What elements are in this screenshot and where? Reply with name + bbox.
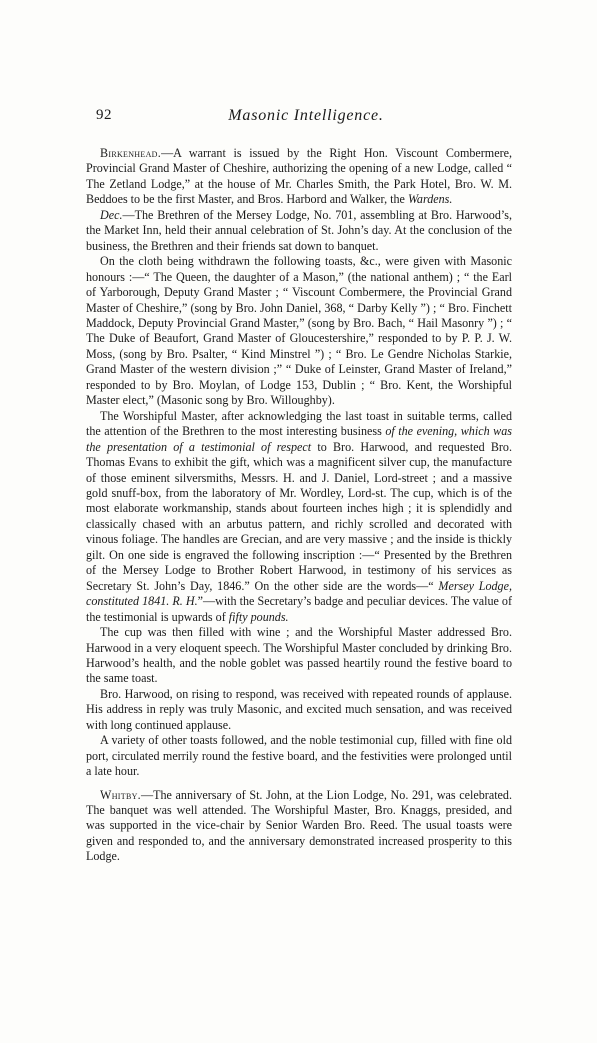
date-label: Dec. xyxy=(100,207,123,222)
testimonial-paragraph: The Worshipful Master, after acknowledging the last toast in suitable terms, called the attention of the Brethren to the most interesting business of the evening, which was the presentation of a testimonial of respect to Bro. Harwood, and requested Bro. Thomas Evans to exhibit the gift, which was a magnificent silver cup, the manufacture of those eminent silversmiths, Messrs. H. and J. Daniel, Lord-street ; and a massive gold snuff-box, from the laboratory of Mr. Wordley, Lord-st. The cup, which is of the most elaborate workmanship, stands about fourteen inches high ; it is splendidly and classically chased with an arbutus pattern, and richly scrolled and decorated with vinous foliage. The handles are Grecian, and are very massive ; and the inside is thickly gilt. On one side is engraved the following inscription :—“ Presented by the Brethren of the Mersey Lodge to Brother Robert Harwood, in testimony of his services as Secretary St. John’s Day, 1846.” On the other side are the words—“ Mersey Lodge, constituted 1841. R. H.”—with the Secretary’s badge and peculiar devices. The value of the testimonial is upwards of fifty pounds. xyxy=(86,408,512,624)
toasts-paragraph: On the cloth being withdrawn the following toasts, &c., were given with Masonic honours :—“ The Queen, the daughter of a Mason,” (the national anthem) ; “ the Earl of Yarborough, Deputy Grand Master ; “ Viscount Combermere, the Provincial Grand Master of Cheshire,” (song by Bro. John Daniel, 368, “ Darby Kelly ”) ; “ Bro. Finchett Maddock, Deputy Provincial Grand Master,” (song by Bro. Bach, “ Hail Masonry ”) ; “ The Duke of Beaufort, Grand Master of Gloucestershire,” responded to by P. P. J. W. Moss, (song by Bro. Psalter, “ Kind Minstrel ”) ; “ Bro. Le Gendre Nicholas Starkie, Grand Master of the western division ;” “ Duke of Leinster, Grand Master of Ireland,” responded to by Bro. Moylan, of Lodge 153, Dublin ; “ Bro. Kent, the Worshipful Master elect,” (Masonic song by Bro. Willoughby). xyxy=(86,254,512,408)
page-header xyxy=(96,107,516,129)
cup-filled-paragraph: The cup was then filled with wine ; and the Worshipful Master addressed Bro. Harwood in a very eloquent speech. The Worshipful Master concluded by drinking Bro. Harwood’s health, and the noble goblet was passed heartily round the festive board to the same toast. xyxy=(86,625,512,686)
place-heading-whitby: Whitby. xyxy=(100,787,141,802)
whitby-paragraph: Whitby.—The anniversary of St. John, at the Lion Lodge, No. 291, was celebrated. The banquet was well attended. The Worshipful Master, Bro. Knaggs, presided, and was supported in the vice-chair by Senior Warden Bro. Reed. The usual toasts were given and responded to, and the anniversary demonstrated increased prosperity to this Lodge. xyxy=(86,787,512,864)
birkenhead-warrant-paragraph: Birkenhead.—A warrant is issued by the Right Hon. Viscount Combermere, Provincial Grand Master of Cheshire, authorizing the opening of a new Lodge, called “ The Zetland Lodge,” at the house of Mr. Charles Smith, the Park Hotel, Bro. W. M. Beddoes to be the first Master, and Bros. Harbord and Walker, the Wardens. xyxy=(86,146,512,207)
running-title: Masonic Intelligence. xyxy=(228,107,384,124)
article-body xyxy=(86,146,512,865)
mersey-lodge-paragraph: Dec.—The Brethren of the Mersey Lodge, No. 701, assembling at Bro. Harwood’s, the Market Inn, held their annual celebration of St. John’s day. At the conclusion of the business, the Brethren and their friends sat down to banquet. xyxy=(86,207,512,253)
closing-toasts-paragraph: A variety of other toasts followed, and the noble testimonial cup, filled with fine old port, circulated merrily round the festive board, and the festivities were prolonged until a late hour. xyxy=(86,733,512,779)
harwood-response-paragraph: Bro. Harwood, on rising to respond, was received with repeated rounds of applause. His address in reply was truly Masonic, and excited much sensation, and was received with long continued applause. xyxy=(86,686,512,732)
page-number: 92 xyxy=(96,107,112,123)
place-heading-birkenhead: Birkenhead. xyxy=(100,146,162,160)
